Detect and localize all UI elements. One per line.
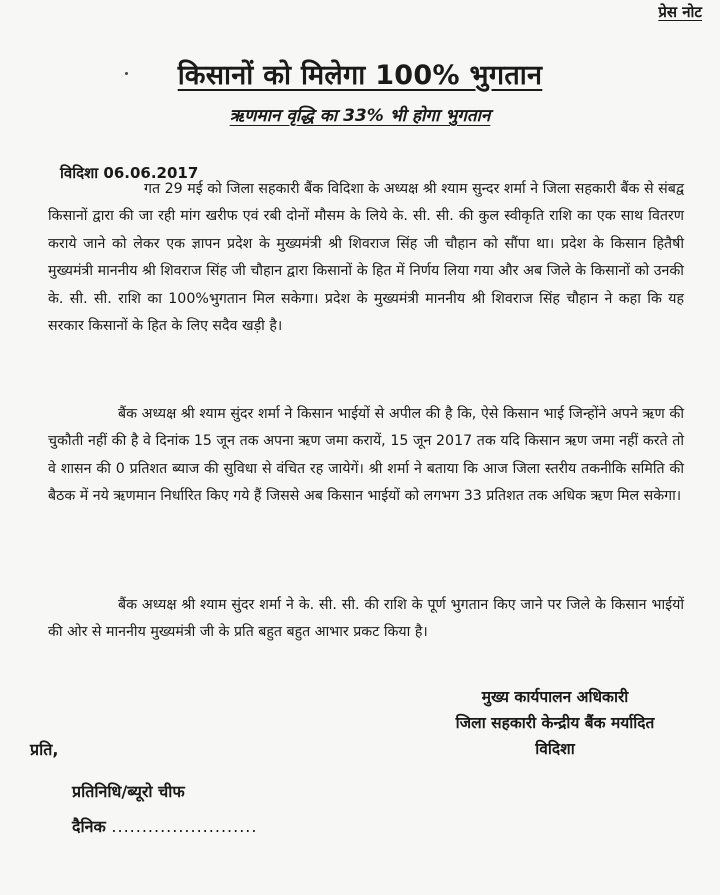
press-note-label: प्रेस नोट xyxy=(658,3,702,21)
daily-blank-line: ........................ xyxy=(111,817,258,836)
body-paragraph-1: गत 29 मई को जिला सहकारी बैंक विदिशा के अध्यक्ष श्री श्याम सुन्दर शर्मा ने जिला सहकारी बैंक से संबद्व किसानों द्वारा की जा रही मांग खरीफ एवं रबी दोनों मौसम के लिये के. सी. सी. की कुल स्वीकृति राशि का एक साथ वितरण कराये जाने को लेकर एक ज्ञापन प्रदेश के मुख्यमंत्री श्री शिवराज सिंह जी चौहान को सौंपा था। प्रदेश के किसान हितैषी मुख्यमंत्री माननीय श्री शिवराज सिंह जी चौहान द्वारा किसानों के हित में निर्णय लिया गया और अब जिले के किसानों को उनकी के. सी. सी. राशि का 100%भुगतान मिल सकेगा। प्रदेश के मुख्यमंत्री माननीय श्री शिवराज सिंह चौहान ने कहा कि यह सरकार किसानों के हित के लिए सदैव खड़ी है। xyxy=(48,181,684,335)
signature-block xyxy=(405,684,705,762)
body-paragraph-3: बैंक अध्यक्ष श्री श्याम सुंदर शर्मा ने के. सी. सी. की राशि के पूर्ण भुगतान किए जाने पर जिले के किसान भाईयों की ओर से माननीय मुख्यमंत्री जी के प्रति बहुत बहुत आभार प्रकट किया है। xyxy=(48,597,684,641)
signature-designation: मुख्य कार्यपालन अधिकारी xyxy=(481,688,629,706)
signature-organization: जिला सहकारी केन्द्रीय बैंक मर्यादित xyxy=(455,714,655,732)
recipient-to-label: प्रति, xyxy=(30,740,59,759)
recipient-representative: प्रतिनिधि/ब्यूरो चीफ xyxy=(72,782,185,801)
daily-label: दैनिक xyxy=(72,817,106,836)
dateline: विदिशा 06.06.2017 xyxy=(60,164,199,182)
sub-headline: ऋणमान वृद्धि का 33% भी होगा भुगतान xyxy=(229,106,491,126)
signature-place: विदिशा xyxy=(535,740,575,758)
recipient-daily-line xyxy=(72,815,257,837)
body-paragraph-2: बैंक अध्यक्ष श्री श्याम सुंदर शर्मा ने किसान भाईयों से अपील की है कि, ऐसे किसान भाई जिन्होंने अपने ऋण की चुकौती नहीं की है वे दिनांक 15 जून तक अपना ऋण जमा करायें, 15 जून 2017 तक यदि किसान ऋण जमा नहीं करते तो वे शासन की 0 प्रतिशत ब्याज की सुविधा से वंचित रह जायेगें। श्री शर्मा ने बताया कि आज जिला स्तरीय तकनीकि समिति की बैठक में नये ऋणमान निर्धारित किए गये हैं जिससे अब किसान भाईयों को लगभग 33 प्रतिशत तक अधिक ऋण मिल सकेगा। xyxy=(48,406,684,505)
headline: किसानों को मिलेगा 100% भुगतान xyxy=(177,60,543,91)
